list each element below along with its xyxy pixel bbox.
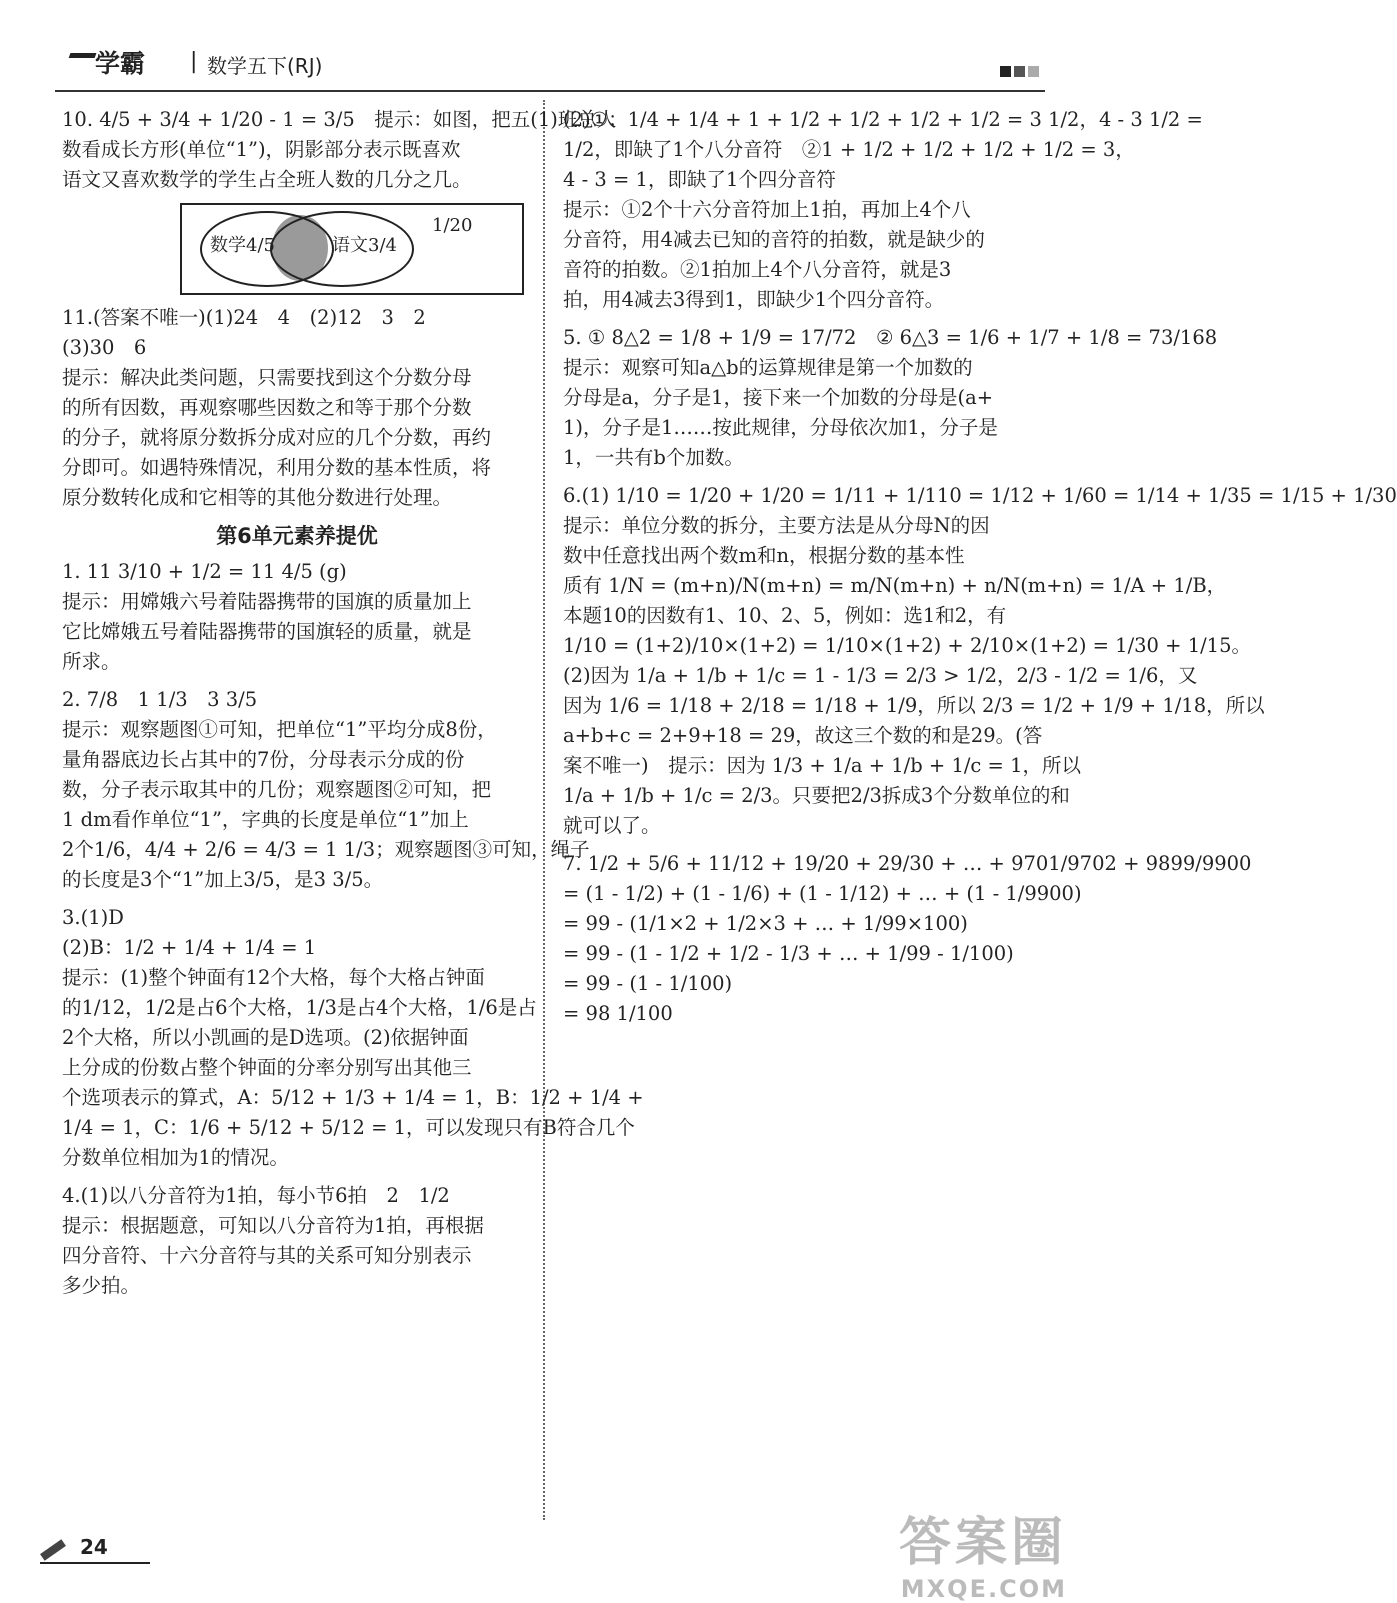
- text-line: 2个大格，所以小凯画的是D选项。(2)依据钟面: [62, 1026, 469, 1049]
- venn-diagram: [180, 203, 524, 295]
- text-line: 1)，分子是1……按此规律，分母依次加1，分子是: [563, 416, 998, 439]
- text-line: 数中任意找出两个数m和n，根据分数的基本性: [563, 544, 965, 567]
- text-line: 质有 1/N = (m+n)/N(m+n) = m/N(m+n) + n/N(m+n) = 1/A + 1/B，: [563, 574, 1227, 597]
- text-line: 语文又喜欢数学的学生占全班人数的几分之几。: [62, 168, 472, 191]
- text-line: 7. 1/2 + 5/6 + 11/12 + 19/20 + 29/30 + … + 9701/9702 + 9899/9900: [563, 852, 1252, 875]
- section-title: 第6单元素养提优: [216, 524, 378, 548]
- text-line: 音符的拍数。②1拍加上4个八分音符，就是3: [563, 258, 952, 281]
- text-line: 的所有因数，再观察哪些因数之和等于那个分数: [62, 396, 472, 419]
- text-line: 1/4 = 1，C：1/6 + 5/12 + 5/12 = 1，可以发现只有B符合几个: [62, 1116, 635, 1139]
- text-line: = 98 1/100: [563, 1002, 673, 1025]
- text-line: 原分数转化成和它相等的其他分数进行处理。: [62, 486, 453, 509]
- text-line: 的长度是3个“1”加上3/5，是3 3/5。: [62, 868, 384, 891]
- text-line: 提示：观察题图①可知，把单位“1”平均分成8份，: [62, 718, 497, 741]
- question-4: [62, 1181, 532, 1301]
- text-line: 多少拍。: [62, 1274, 141, 1297]
- text-line: 分音符，用4减去已知的音符的拍数，就是缺少的: [563, 228, 985, 251]
- text-line: = 99 - (1 - 1/2 + 1/2 - 1/3 + … + 1/99 - 1/100): [563, 942, 1014, 965]
- text-line: 案不唯一) 提示：因为 1/3 + 1/a + 1/b + 1/c = 1，所以: [563, 754, 1081, 777]
- text-line: 四分音符、十六分音符与其的关系可知分别表示: [62, 1244, 472, 1267]
- brand-name: 学霸: [95, 49, 146, 78]
- column-divider: [543, 100, 545, 1520]
- header-subtitle: 数学五下(RJ): [207, 54, 323, 78]
- text-line: 所求。: [62, 650, 121, 673]
- text-line: 分数单位相加为1的情况。: [62, 1146, 289, 1169]
- text-line: 3.(1)D: [62, 906, 124, 929]
- footer-rule: [40, 1562, 150, 1564]
- question-11: [62, 303, 532, 513]
- brand-logo: [67, 44, 145, 80]
- text-line: = 99 - (1 - 1/100): [563, 972, 733, 995]
- text-line: 数看成长方形(单位“1”)，阴影部分表示既喜欢: [62, 138, 461, 161]
- text-line: 10. 4/5 + 3/4 + 1/20 - 1 = 3/5 提示：如图，把五(1)班总人: [62, 108, 617, 131]
- watermark-url: MXQE.COM: [900, 1575, 1067, 1603]
- page-number: 24: [80, 1535, 108, 1559]
- text-line: 4 - 3 = 1，即缺了1个四分音符: [563, 168, 836, 191]
- question-5: [563, 323, 1218, 473]
- text-line: = (1 - 1/2) + (1 - 1/6) + (1 - 1/12) + … + (1 - 1/9900): [563, 882, 1082, 905]
- text-line: 1/2，即缺了1个八分音符 ②1 + 1/2 + 1/2 + 1/2 + 1/2 = 3，: [563, 138, 1135, 161]
- watermark-title: 答案圈: [898, 1513, 1067, 1573]
- text-line: 提示：①2个十六分音符加上1拍，再加上4个八: [563, 198, 971, 221]
- text-line: 它比嫦娥五号着陆器携带的国旗轻的质量，就是: [62, 620, 472, 643]
- question-7: [563, 849, 1252, 1029]
- page-header: [55, 40, 1045, 92]
- pencil-icon: [40, 1539, 66, 1560]
- square-icon: [1000, 66, 1011, 77]
- text-line: 提示：观察可知a△b的运算规律是第一个加数的: [563, 356, 973, 379]
- text-line: 6.(1) 1/10 = 1/20 + 1/20 = 1/11 + 1/110 = 1/12 + 1/60 = 1/14 + 1/35 = 1/15 + 1/30: [563, 484, 1397, 507]
- text-line: (2)因为 1/a + 1/b + 1/c = 1 - 1/3 = 2/3 > 1/2，2/3 - 1/2 = 1/6，又: [563, 664, 1198, 687]
- venn-label-math: 数学4/5: [210, 235, 275, 256]
- text-line: = 99 - (1/1×2 + 1/2×3 + … + 1/99×100): [563, 912, 968, 935]
- text-line: 1 dm看作单位“1”，字典的长度是单位“1”加上: [62, 808, 469, 831]
- text-line: 1，一共有b个加数。: [563, 446, 744, 469]
- text-line: 11.(答案不唯一)(1)24 4 (2)12 3 2: [62, 306, 426, 329]
- text-line: 提示：解决此类问题，只需要找到这个分数分母: [62, 366, 472, 389]
- question-6: [563, 481, 1397, 841]
- text-line: (3)30 6: [62, 336, 147, 359]
- text-line: 提示：根据题意，可知以八分音符为1拍，再根据: [62, 1214, 484, 1237]
- text-line: 上分成的份数占整个钟面的分率分别写出其他三: [62, 1056, 472, 1079]
- text-line: (2)B：1/2 + 1/4 + 1/4 = 1: [62, 936, 317, 959]
- text-line: 分母是a，分子是1，接下来一个加数的分母是(a+: [563, 386, 994, 409]
- text-line: 的分子，就将原分数拆分成对应的几个分数，再约: [62, 426, 492, 449]
- venn-label-outside: 1/20: [432, 215, 473, 236]
- text-line: 的1/12，1/2是占6个大格，1/3是占4个大格，1/6是占: [62, 996, 537, 1019]
- text-line: 1. 11 3/10 + 1/2 = 11 4/5 (g): [62, 560, 347, 583]
- question-4-part-2: [563, 105, 1203, 315]
- text-line: 2. 7/8 1 1/3 3 3/5: [62, 688, 258, 711]
- text-line: 1/a + 1/b + 1/c = 2/3。只要把2/3拆成3个分数单位的和: [563, 784, 1070, 807]
- text-line: 分即可。如遇特殊情况，利用分数的基本性质，将: [62, 456, 492, 479]
- text-line: 量角器底边长占其中的7份，分母表示分成的份: [62, 748, 465, 771]
- text-line: 本题10的因数有1、10、2、5，例如：选1和2，有: [563, 604, 1007, 627]
- text-line: 数，分子表示取其中的几份；观察题图②可知，把: [62, 778, 492, 801]
- header-separator: |: [190, 49, 198, 74]
- text-line: 5. ① 8△2 = 1/8 + 1/9 = 17/72 ② 6△3 = 1/6 + 1/7 + 1/8 = 73/168: [563, 326, 1218, 349]
- graduation-cap-icon: [64, 53, 97, 72]
- text-line: 4.(1)以八分音符为1拍，每小节6拍 2 1/2: [62, 1184, 450, 1207]
- text-line: 1/10 = (1+2)/10×(1+2) = 1/10×(1+2) + 2/10×(1+2) = 1/30 + 1/15。: [563, 634, 1251, 657]
- text-line: 提示：单位分数的拆分，主要方法是从分母N的因: [563, 514, 990, 537]
- text-line: 提示：用嫦娥六号着陆器携带的国旗的质量加上: [62, 590, 472, 613]
- right-column: [563, 105, 1397, 1037]
- square-icon: [1014, 66, 1025, 77]
- text-line: a+b+c = 2+9+18 = 29，故这三个数的和是29。(答: [563, 724, 1043, 747]
- text-line: 就可以了。: [563, 814, 661, 837]
- text-line: (2)①：1/4 + 1/4 + 1 + 1/2 + 1/2 + 1/2 + 1/2 = 3 1/2，4 - 3 1/2 =: [563, 108, 1203, 131]
- text-line: 拍，用4减去3得到1，即缺少1个四分音符。: [563, 288, 945, 311]
- question-10: [62, 105, 617, 195]
- text-line: 提示：(1)整个钟面有12个大格，每个大格占钟面: [62, 966, 485, 989]
- question-2: [62, 685, 590, 895]
- page-footer: [40, 1535, 108, 1559]
- venn-label-chinese: 语文3/4: [332, 235, 397, 256]
- question-1: [62, 557, 532, 677]
- watermark: [899, 1500, 1067, 1603]
- square-icon: [1028, 66, 1039, 77]
- text-line: 个选项表示的算式，A：5/12 + 1/3 + 1/4 = 1，B：1/2 + 1/4 +: [62, 1086, 644, 1109]
- text-line: 因为 1/6 = 1/18 + 2/18 = 1/18 + 1/9，所以 2/3 = 1/2 + 1/9 + 1/18，所以: [563, 694, 1265, 717]
- text-line: 2个1/6，4/4 + 2/6 = 4/3 = 1 1/3；观察题图③可知，绳子: [62, 838, 590, 861]
- header-decoration: [997, 62, 1039, 81]
